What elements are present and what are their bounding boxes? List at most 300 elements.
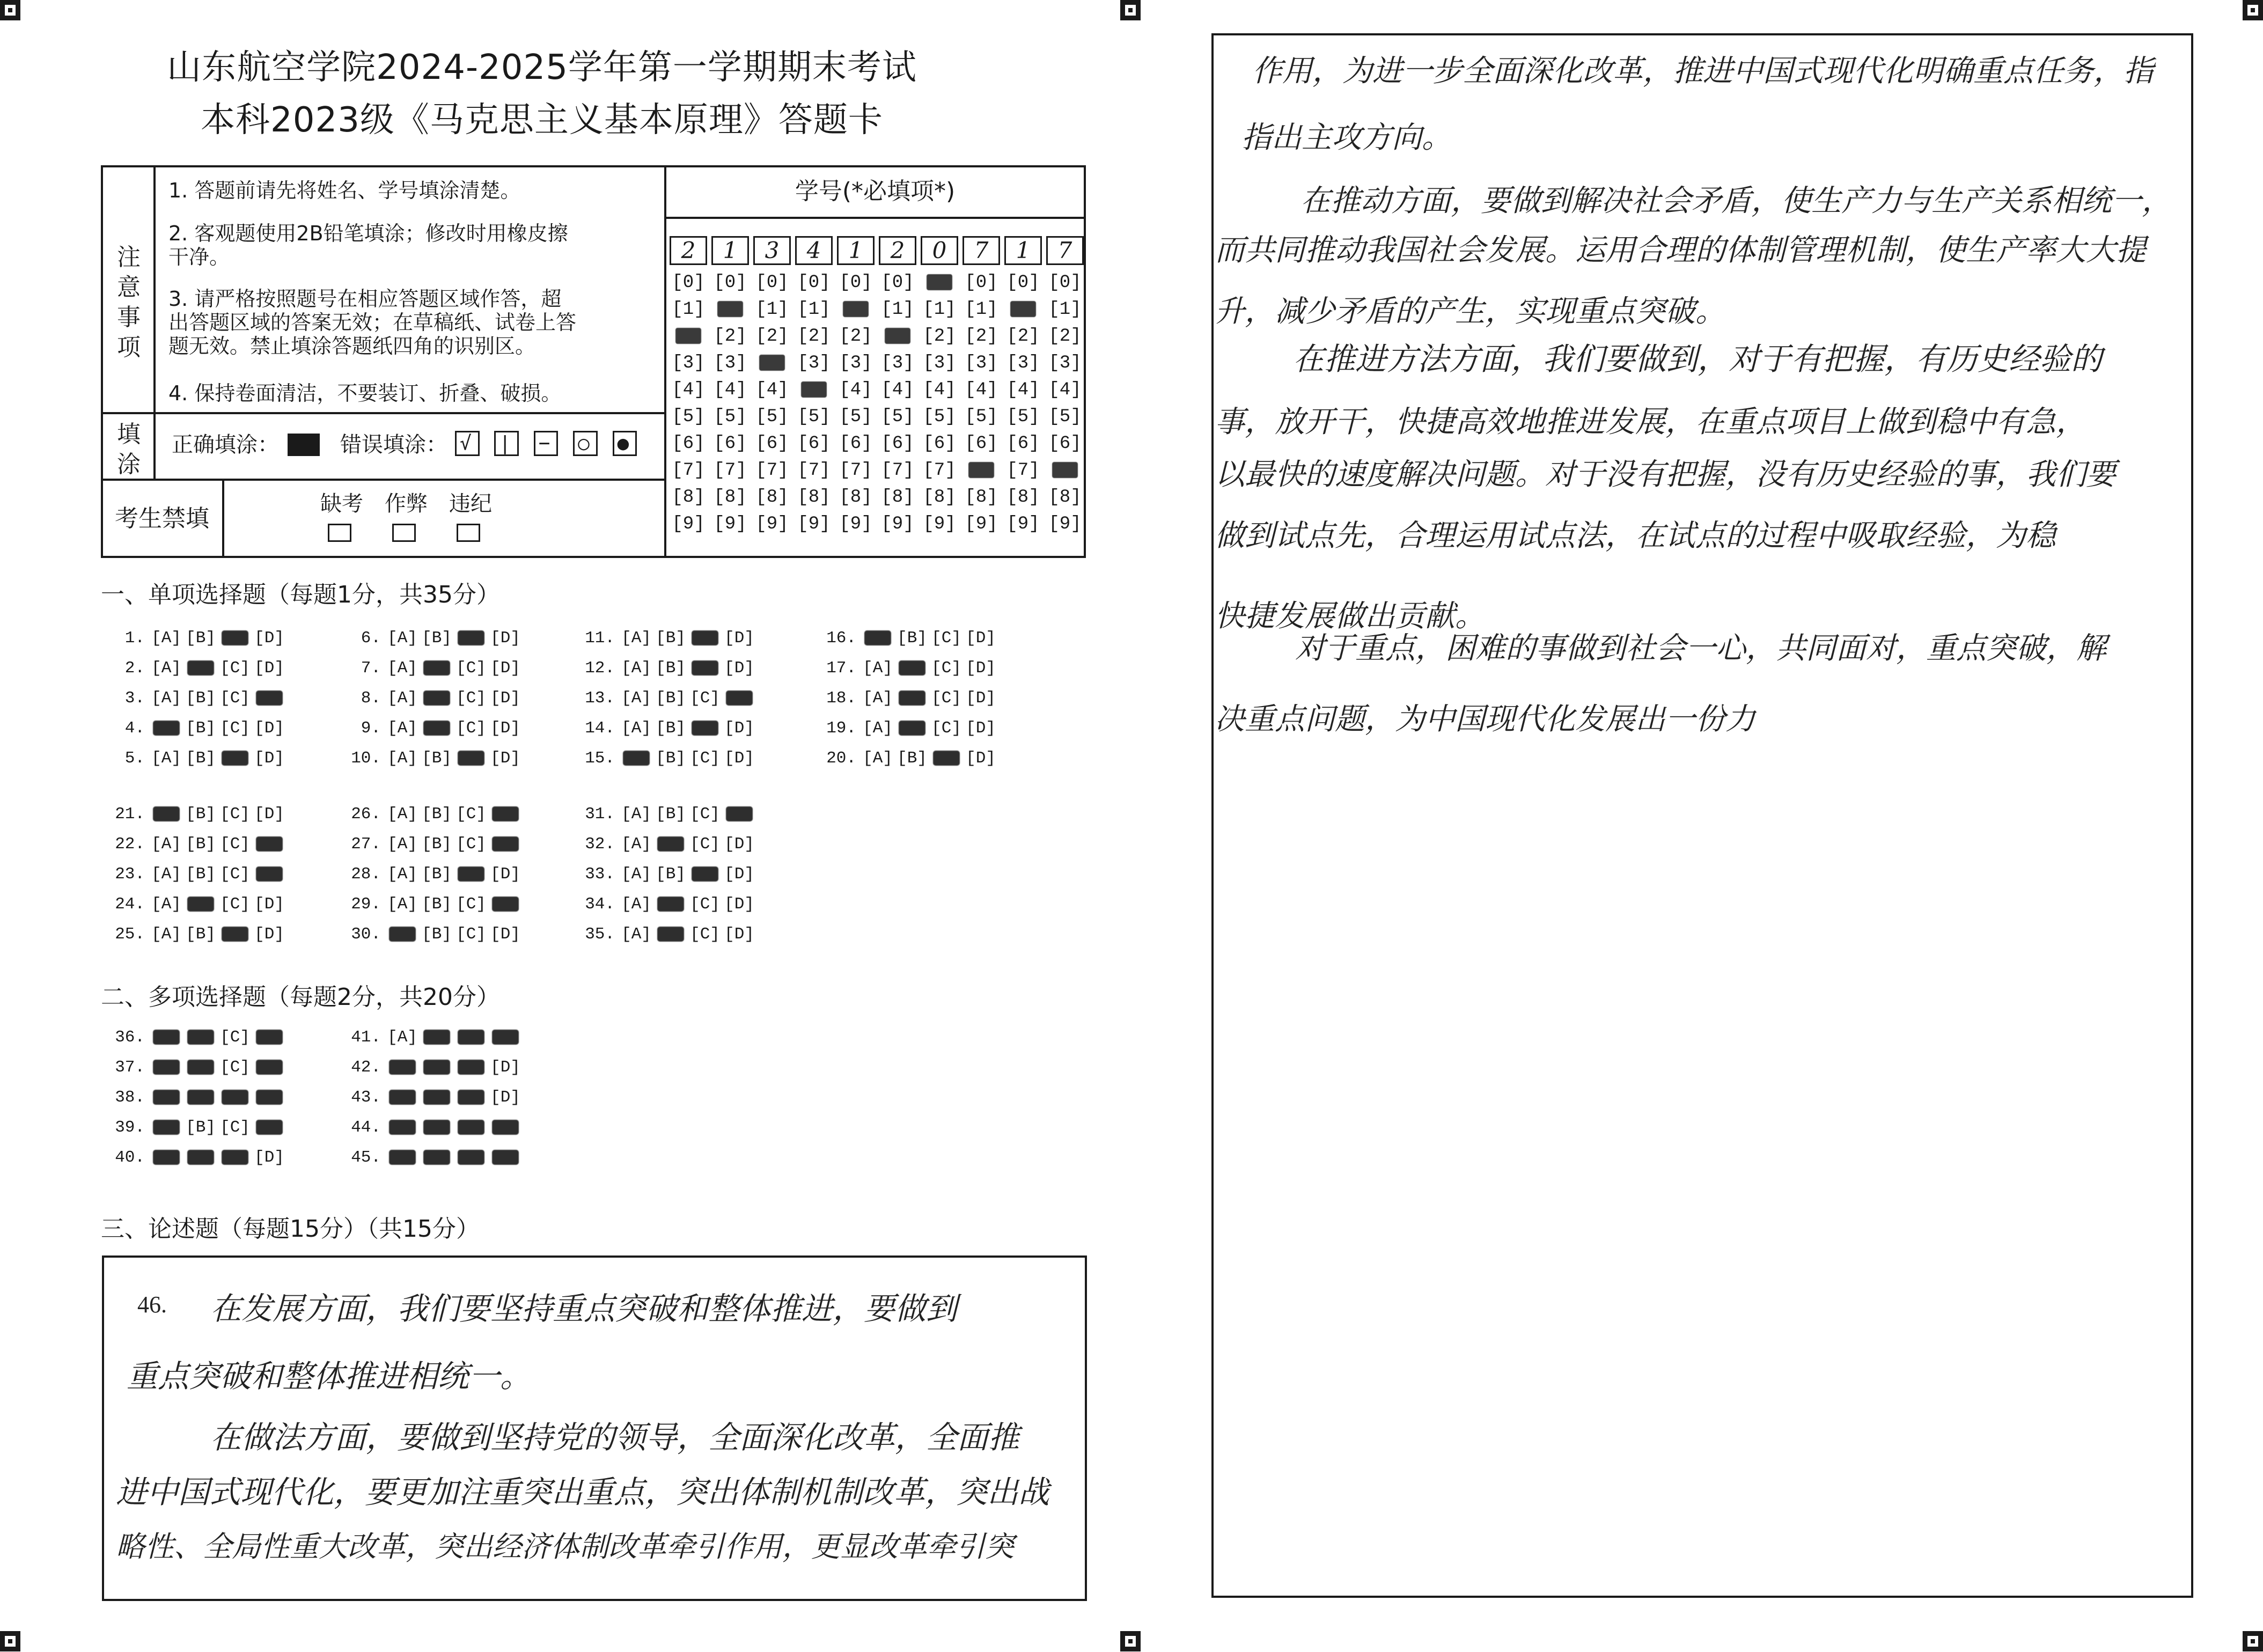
answer-bubble: [A] — [863, 749, 893, 768]
student-id-bubble: [8] — [672, 487, 705, 508]
student-id-digit: 0 — [921, 236, 958, 265]
answer-bubble: [A] — [151, 895, 181, 914]
notice-item: 干净。 — [168, 245, 230, 269]
student-id-bubble: [7] — [797, 460, 831, 481]
answer-bubble: [D] — [254, 1148, 284, 1167]
student-id-bubble — [670, 326, 707, 347]
question-number: 35. — [585, 925, 615, 944]
answer-bubble: [A] — [151, 835, 181, 854]
answer-bubble-filled — [692, 630, 718, 645]
student-id-bubble — [1046, 460, 1084, 481]
student-id-bubble: [5] — [672, 407, 705, 427]
answer-bubble-filled — [423, 1030, 450, 1045]
answer-bubble-filled — [187, 660, 214, 676]
answer-bubble: [D] — [490, 1058, 520, 1077]
student-id-digit: 3 — [753, 236, 791, 265]
answer-bubble: [A] — [151, 925, 181, 944]
single-choice-row — [107, 805, 286, 824]
question-number: 15. — [585, 749, 615, 768]
answer-bubble: [A] — [387, 749, 417, 768]
answer-bubble: [D] — [724, 895, 754, 914]
student-id-bubble: [2] — [923, 326, 956, 347]
question-number: 19. — [826, 719, 856, 738]
student-id-bubble: [9] — [714, 514, 747, 534]
registration-mark-bottom-mid — [1120, 1631, 1141, 1651]
answer-bubble-filled — [492, 1030, 519, 1045]
student-id-bubble: [2] — [1048, 326, 1082, 347]
essay-line: 指出主攻方向。 — [1241, 120, 1452, 155]
student-id-bubble: [2] — [714, 326, 747, 347]
question-number: 39. — [115, 1118, 145, 1137]
answer-bubble: [B] — [186, 925, 216, 944]
single-choice-row — [577, 805, 756, 824]
student-id-digit: 7 — [962, 236, 1000, 265]
answer-bubble-filled — [222, 630, 248, 645]
student-id-bubble — [921, 273, 958, 293]
answer-bubble-filled — [187, 1150, 214, 1165]
answer-bubble: [A] — [387, 865, 417, 884]
registration-mark-top-right — [2243, 0, 2263, 20]
student-id-bubble: [1] — [797, 299, 831, 320]
answer-bubble-filled — [458, 1030, 484, 1045]
answer-bubble: [A] — [621, 835, 651, 854]
notice-item: 4. 保持卷面清洁，不要装订、折叠、破损。 — [168, 381, 562, 405]
answer-bubble-filled — [492, 836, 519, 851]
answer-bubble: [A] — [621, 925, 651, 944]
answer-bubble-filled — [657, 836, 684, 851]
answer-bubble: [A] — [387, 805, 417, 824]
answer-bubble-filled — [153, 1030, 180, 1045]
student-id-bubble — [1004, 299, 1042, 320]
answer-bubble-filled — [389, 1060, 416, 1075]
single-choice-row — [343, 659, 523, 678]
student-id-bubble: [9] — [839, 514, 872, 534]
student-id-digit: 2 — [670, 236, 707, 265]
answer-bubble-filled — [864, 630, 891, 645]
essay-line: 略性、全局性重大改革，突出经济体制改革牵引作用，更显改革牵引突 — [116, 1530, 1014, 1563]
answer-bubble-filled — [389, 1090, 416, 1105]
student-id-bubble: [7] — [839, 460, 872, 481]
student-id-bubble: [2] — [797, 326, 831, 347]
student-id-bubble: [0] — [714, 273, 747, 293]
answer-bubble-filled — [423, 1150, 450, 1165]
answer-bubble-filled — [458, 867, 484, 882]
student-id-bubble: [1] — [1048, 299, 1082, 320]
student-id-bubble: [8] — [839, 487, 872, 508]
answer-bubble-filled — [153, 1060, 180, 1075]
answer-bubble: [D] — [966, 659, 996, 678]
answer-bubble-filled — [153, 721, 180, 736]
student-id-bubble: [1] — [965, 299, 998, 320]
answer-bubble: [B] — [186, 719, 216, 738]
answer-bubble: [B] — [186, 749, 216, 768]
question-number: 16. — [826, 629, 856, 648]
answer-bubble: [B] — [422, 629, 452, 648]
student-id-bubble: [6] — [965, 434, 998, 454]
question-number: 27. — [351, 835, 381, 854]
student-id-bubble: [9] — [755, 514, 789, 534]
single-choice-row — [343, 835, 523, 854]
student-id-bubble: [4] — [1048, 380, 1082, 400]
student-id-bubble: [6] — [797, 434, 831, 454]
single-choice-row — [577, 719, 756, 738]
answer-bubble: [A] — [151, 865, 181, 884]
question-number: 36. — [115, 1028, 145, 1047]
multi-choice-row — [107, 1148, 286, 1167]
student-id-bubble-filled — [885, 328, 910, 344]
multi-choice-row — [343, 1148, 523, 1167]
student-id-bubble: [6] — [714, 434, 747, 454]
answer-bubble-filled — [423, 721, 450, 736]
answer-bubble: [C] — [690, 835, 720, 854]
question-number: 13. — [585, 689, 615, 708]
answer-bubble: [D] — [490, 629, 520, 648]
answer-bubble: [C] — [220, 805, 250, 824]
exam-status-option-label: 违纪 — [449, 491, 492, 516]
answer-bubble-filled — [389, 1150, 416, 1165]
single-choice-row — [107, 925, 286, 944]
answer-bubble: [A] — [151, 659, 181, 678]
answer-bubble-filled — [187, 897, 214, 912]
single-choice-row — [107, 719, 286, 738]
answer-bubble: [A] — [151, 689, 181, 708]
student-id-bubble: [4] — [1006, 380, 1040, 400]
question-number: 14. — [585, 719, 615, 738]
student-id-bubble: [7] — [714, 460, 747, 481]
single-choice-row — [577, 865, 756, 884]
answer-bubble: [A] — [863, 719, 893, 738]
student-id-digit: 1 — [1004, 236, 1042, 265]
student-id-bubble: [4] — [965, 380, 998, 400]
question-number: 22. — [115, 835, 145, 854]
student-id-bubble: [2] — [1006, 326, 1040, 347]
answer-bubble: [B] — [186, 629, 216, 648]
answer-bubble: [B] — [186, 835, 216, 854]
answer-bubble-filled — [933, 751, 960, 766]
answer-bubble: [D] — [724, 629, 754, 648]
student-id-bubble-filled — [968, 462, 994, 478]
fill-guide-label: 填涂 — [117, 421, 141, 478]
student-id-bubble-filled — [717, 301, 743, 317]
fill-wrong-samples: √ | − ○ ● — [455, 432, 637, 454]
student-id-digit: 1 — [837, 236, 875, 265]
answer-bubble: [C] — [220, 865, 250, 884]
answer-bubble: [D] — [490, 659, 520, 678]
registration-mark-top-left — [0, 0, 20, 20]
question-number: 29. — [351, 895, 381, 914]
answer-bubble: [D] — [254, 805, 284, 824]
answer-bubble: [B] — [422, 895, 452, 914]
student-id-bubble: [8] — [755, 487, 789, 508]
answer-bubble: [D] — [966, 629, 996, 648]
answer-bubble-filled — [153, 1120, 180, 1135]
answer-bubble-filled — [692, 660, 718, 676]
answer-bubble: [C] — [456, 805, 486, 824]
question-number: 43. — [351, 1088, 381, 1107]
answer-bubble-filled — [256, 1090, 283, 1105]
answer-bubble-filled — [256, 1120, 283, 1135]
answer-bubble: [C] — [931, 659, 961, 678]
student-id-bubble: [8] — [881, 487, 914, 508]
single-choice-row — [819, 719, 998, 738]
exam-status-checkbox[interactable] — [457, 524, 480, 542]
exam-subtitle: 本科2023级《马克思主义基本原理》答题卡 — [201, 100, 883, 140]
question-number: 6. — [361, 629, 381, 648]
question-number: 28. — [351, 865, 381, 884]
student-id-bubble: [3] — [714, 353, 747, 373]
registration-mark-bottom-right — [2243, 1631, 2263, 1651]
answer-bubble-filled — [726, 806, 753, 821]
single-choice-row — [343, 925, 523, 944]
student-id-bubble: [9] — [672, 514, 705, 534]
answer-bubble-filled — [423, 1090, 450, 1105]
student-id-bubble: [6] — [672, 434, 705, 454]
question-number: 3. — [124, 689, 145, 708]
answer-bubble: [C] — [220, 689, 250, 708]
student-id-bubble: [3] — [672, 353, 705, 373]
answer-bubble-filled — [458, 1090, 484, 1105]
answer-bubble: [C] — [931, 629, 961, 648]
answer-bubble: [A] — [621, 865, 651, 884]
exam-status-checkbox[interactable] — [392, 524, 416, 542]
answer-bubble: [C] — [220, 1058, 250, 1077]
answer-bubble-filled — [899, 691, 925, 706]
student-id-bubble: [4] — [714, 380, 747, 400]
question-number: 4. — [124, 719, 145, 738]
question-number: 25. — [115, 925, 145, 944]
answer-bubble: [C] — [690, 689, 720, 708]
notice-label: 注意事项 — [117, 244, 141, 361]
answer-bubble: [C] — [220, 895, 250, 914]
answer-bubble: [B] — [186, 1118, 216, 1137]
question-number: 24. — [115, 895, 145, 914]
answer-bubble: [D] — [724, 835, 754, 854]
single-choice-row — [107, 835, 286, 854]
answer-bubble: [B] — [897, 629, 927, 648]
answer-bubble: [A] — [621, 659, 651, 678]
single-choice-row — [107, 895, 286, 914]
answer-bubble-filled — [187, 1090, 214, 1105]
question-number: 7. — [361, 659, 381, 678]
fill-correct-sample — [288, 434, 320, 456]
student-id-bubble — [962, 460, 1000, 481]
answer-bubble: [D] — [490, 1088, 520, 1107]
student-id-bubble: [6] — [755, 434, 789, 454]
essay-line: 升，减少矛盾的产生，实现重点突破。 — [1215, 294, 1725, 329]
student-id-bubble: [3] — [881, 353, 914, 373]
essay-question-number: 46. — [137, 1291, 167, 1318]
student-id-bubble: [3] — [1006, 353, 1040, 373]
student-id-bubble: [7] — [923, 460, 956, 481]
multi-choice-row — [107, 1058, 286, 1077]
answer-bubble: [C] — [931, 719, 961, 738]
student-id-digit: 2 — [879, 236, 916, 265]
student-id-bubble: [5] — [1048, 407, 1082, 427]
student-id-bubble: [8] — [797, 487, 831, 508]
answer-bubble: [C] — [220, 719, 250, 738]
student-id-bubble-filled — [801, 381, 827, 398]
answer-bubble: [B] — [422, 749, 452, 768]
single-choice-row — [819, 749, 998, 768]
answer-bubble: [B] — [897, 749, 927, 768]
answer-bubble: [D] — [724, 719, 754, 738]
answer-bubble-filled — [153, 1150, 180, 1165]
essay-line: 在推进方法方面，我们要做到，对于有把握，有历史经验的 — [1293, 341, 2103, 377]
question-number: 20. — [826, 749, 856, 768]
answer-bubble-filled — [657, 927, 684, 942]
student-id-bubble: [7] — [755, 460, 789, 481]
answer-bubble: [D] — [724, 749, 754, 768]
section-single-heading: 一、单项选择题（每题1分，共35分） — [101, 581, 500, 608]
answer-bubble: [B] — [656, 805, 686, 824]
answer-bubble-filled — [423, 1120, 450, 1135]
student-id-bubble: [0] — [797, 273, 831, 293]
student-id-bubble: [2] — [965, 326, 998, 347]
fill-wrong-label: 错误填涂： — [340, 432, 447, 457]
single-choice-row — [343, 689, 523, 708]
single-choice-row — [577, 925, 756, 944]
registration-mark-top-mid — [1120, 0, 1141, 20]
exam-status-checkbox[interactable] — [328, 524, 351, 542]
answer-bubble: [C] — [690, 925, 720, 944]
question-number: 34. — [585, 895, 615, 914]
answer-bubble: [A] — [621, 689, 651, 708]
essay-line: 进中国式现代化，要更加注重突出重点，突出体制机制改革，突出战 — [116, 1474, 1050, 1510]
answer-bubble: [C] — [456, 925, 486, 944]
student-id-bubble — [879, 326, 916, 347]
student-id-digit: 1 — [711, 236, 749, 265]
question-number: 33. — [585, 865, 615, 884]
student-id-bubble: [5] — [839, 407, 872, 427]
registration-mark-bottom-left — [0, 1631, 20, 1651]
answer-bubble: [A] — [387, 835, 417, 854]
answer-bubble: [A] — [387, 719, 417, 738]
essay-line: 快捷发展做出贡献。 — [1215, 599, 1485, 634]
answer-bubble: [B] — [656, 629, 686, 648]
exam-title: 山东航空学院2024-2025学年第一学期期末考试 — [167, 48, 917, 87]
essay-line: 对于重点，困难的事做到社会一心，共同面对，重点突破，解 — [1295, 631, 2106, 666]
notice-item: 2. 客观题使用2B铅笔填涂；修改时用橡皮擦 — [168, 222, 568, 245]
single-choice-row — [107, 749, 286, 768]
section-essay-heading: 三、论述题（每题15分）（共15分） — [101, 1215, 480, 1243]
answer-bubble: [C] — [456, 895, 486, 914]
answer-bubble: [D] — [254, 719, 284, 738]
question-number: 32. — [585, 835, 615, 854]
answer-bubble-filled — [492, 1150, 519, 1165]
student-id-bubble: [5] — [965, 407, 998, 427]
answer-bubble-filled — [423, 660, 450, 676]
student-id-bubble: [1] — [923, 299, 956, 320]
essay-line: 重点突破和整体推进相统一。 — [127, 1358, 532, 1394]
answer-bubble-filled — [256, 691, 283, 706]
answer-bubble-filled — [458, 630, 484, 645]
student-id-bubble: [7] — [1006, 460, 1040, 481]
info-box — [101, 165, 1086, 558]
question-number: 44. — [351, 1118, 381, 1137]
question-number: 26. — [351, 805, 381, 824]
student-id-bubble: [8] — [965, 487, 998, 508]
answer-bubble: [A] — [387, 689, 417, 708]
answer-bubble: [C] — [690, 805, 720, 824]
answer-bubble: [B] — [656, 719, 686, 738]
essay-line: 在推动方面，要做到解决社会矛盾，使生产力与生产关系相统一， — [1301, 183, 2172, 218]
question-number: 17. — [826, 659, 856, 678]
question-number: 9. — [361, 719, 381, 738]
student-id-bubble: [3] — [965, 353, 998, 373]
student-id-bubble: [3] — [797, 353, 831, 373]
answer-bubble: [D] — [966, 719, 996, 738]
student-id-bubble: [4] — [672, 380, 705, 400]
answer-bubble: [D] — [254, 659, 284, 678]
answer-bubble-filled — [726, 691, 753, 706]
answer-bubble: [A] — [151, 749, 181, 768]
answer-bubble-filled — [692, 721, 718, 736]
question-number: 40. — [115, 1148, 145, 1167]
student-id-bubble: [0] — [672, 273, 705, 293]
question-number: 8. — [361, 689, 381, 708]
single-choice-row — [107, 629, 286, 648]
answer-bubble-filled — [256, 1030, 283, 1045]
question-number: 2. — [124, 659, 145, 678]
notice-item: 题无效。禁止填涂答题纸四角的识别区。 — [168, 334, 536, 358]
single-choice-row — [819, 629, 998, 648]
multi-choice-row — [107, 1088, 286, 1107]
answer-bubble: [D] — [254, 749, 284, 768]
answer-bubble: [A] — [863, 689, 893, 708]
answer-bubble: [C] — [456, 835, 486, 854]
answer-bubble-filled — [389, 927, 416, 942]
single-choice-row — [577, 629, 756, 648]
answer-bubble-filled — [256, 867, 283, 882]
single-choice-row — [107, 865, 286, 884]
answer-bubble: [D] — [724, 925, 754, 944]
student-id-bubble: [5] — [797, 407, 831, 427]
student-id-bubble: [4] — [923, 380, 956, 400]
essay-line: 在做法方面，要做到坚持党的领导，全面深化改革，全面推 — [210, 1419, 1020, 1456]
answer-bubble: [D] — [724, 659, 754, 678]
student-id-bubble-filled — [1010, 301, 1036, 317]
answer-bubble-filled — [492, 806, 519, 821]
answer-bubble-filled — [187, 1030, 214, 1045]
answer-bubble: [A] — [863, 659, 893, 678]
student-id-bubble: [0] — [1006, 273, 1040, 293]
student-id-bubble: [5] — [714, 407, 747, 427]
answer-bubble-filled — [153, 1090, 180, 1105]
answer-bubble: [D] — [966, 689, 996, 708]
answer-bubble: [D] — [490, 925, 520, 944]
answer-bubble: [D] — [254, 895, 284, 914]
student-id-bubble: [3] — [923, 353, 956, 373]
student-id-bubble: [9] — [881, 514, 914, 534]
single-choice-row — [343, 895, 523, 914]
multi-choice-row — [107, 1028, 286, 1047]
student-id-bubble — [795, 380, 833, 400]
answer-bubble: [C] — [220, 1118, 250, 1137]
answer-bubble: [A] — [387, 659, 417, 678]
student-id-bubble: [9] — [1006, 514, 1040, 534]
student-id-bubble-filled — [675, 328, 701, 344]
answer-bubble-filled — [423, 691, 450, 706]
answer-bubble-filled — [458, 1120, 484, 1135]
answer-bubble-filled — [657, 897, 684, 912]
single-choice-row — [107, 689, 286, 708]
multi-choice-row — [343, 1118, 523, 1137]
question-number: 10. — [351, 749, 381, 768]
student-id-bubble: [0] — [1048, 273, 1082, 293]
essay-line: 以最快的速度解决问题。对于没有把握，没有历史经验的事，我们要 — [1215, 457, 2116, 492]
section-multi-heading: 二、多项选择题（每题2分，共20分） — [101, 983, 500, 1011]
question-number: 1. — [124, 629, 145, 648]
